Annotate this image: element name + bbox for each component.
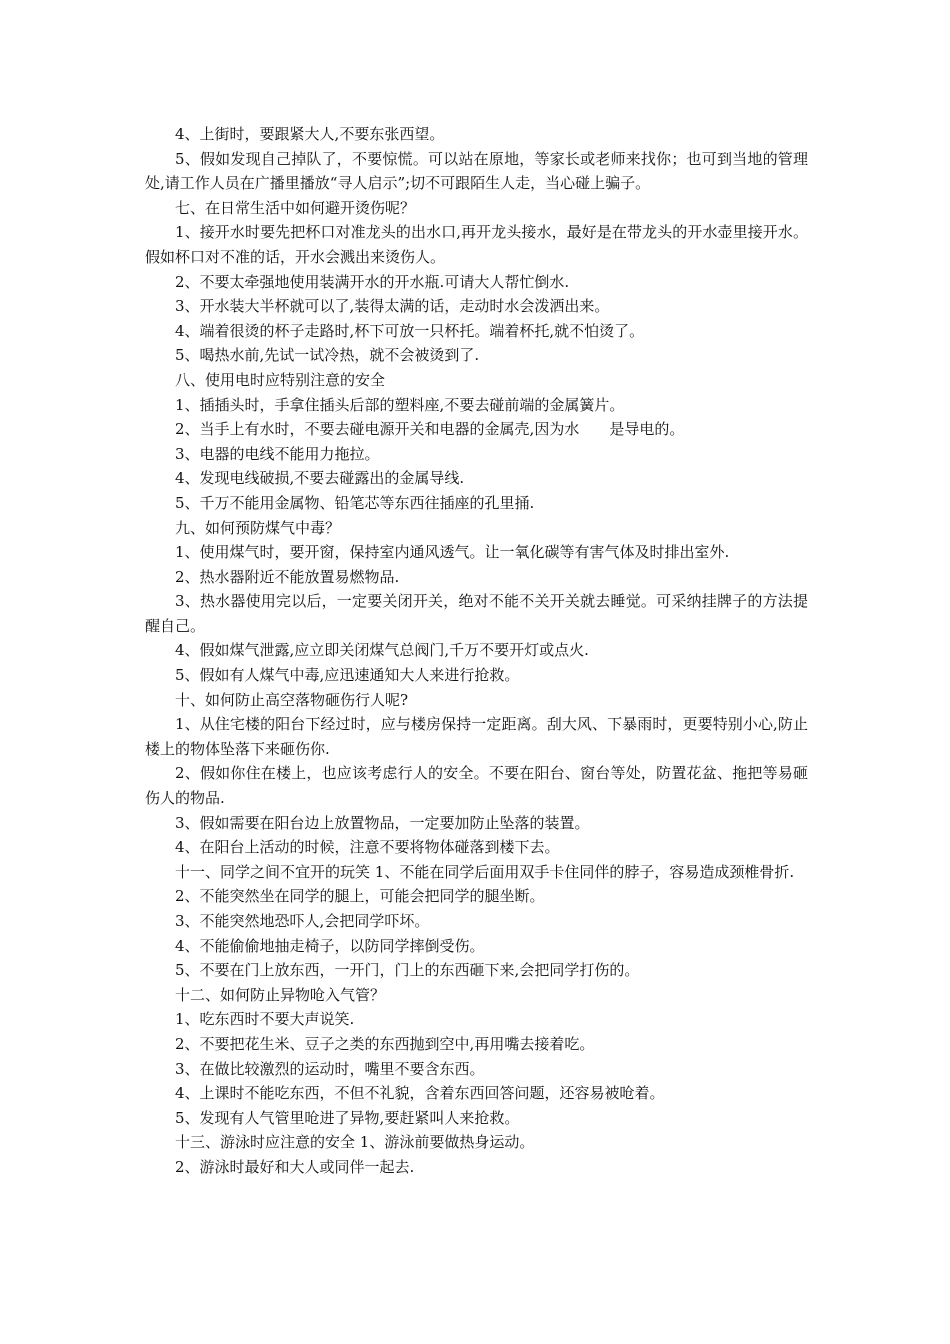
paragraph: 十一、同学之间不宜开的玩笑 1、不能在同学后面用双手卡住同伴的脖子，容易造成颈椎骨折. <box>175 862 795 881</box>
paragraph: 1、接开水时要先把杯口对准龙头的出水口,再开龙头接水，最好是在带龙头的开水壶里接开水。假如杯口对不准的话，开水会溅出来烫伤人。 <box>145 223 808 266</box>
paragraph: 5、不要在门上放东西，一开门，门上的东西砸下来,会把同学打伤的。 <box>175 961 640 980</box>
paragraph: 4、端着很烫的杯子走路时,杯下可放一只杯托。端着杯托,就不怕烫了。 <box>175 321 645 340</box>
paragraph: 1、从住宅楼的阳台下经过时，应与楼房保持一定距离。刮大风、下暴雨时，更要特别小心,防止楼上的物体坠落下来砸伤你. <box>145 715 808 758</box>
paragraph: 4、在阳台上活动的时候，注意不要将物体碰落到楼下去。 <box>175 838 560 857</box>
paragraph: 5、喝热水前,先试一试冷热，就不会被烫到了. <box>175 346 480 365</box>
paragraph: 3、开水装大半杯就可以了,装得太满的话，走动时水会泼洒出来。 <box>175 297 610 316</box>
paragraph: 1、使用煤气时，要开窗，保持室内通风透气。让一氧化碳等有害气体及时排出室外. <box>175 543 730 562</box>
paragraph: 十、如何防止高空落物砸伤行人呢? <box>175 690 409 709</box>
paragraph: 十三、游泳时应注意的安全 1、游泳前要做热身运动。 <box>175 1133 535 1152</box>
paragraph: 1、吃东西时不要大声说笑. <box>175 1010 355 1029</box>
paragraph: 1、插插头时，手拿住插头后部的塑料座,不要去碰前端的金属簧片。 <box>175 395 625 414</box>
paragraph: 5、假如有人煤气中毒,应迅速通知大人来进行抢救。 <box>175 666 520 685</box>
paragraph: 2、游泳时最好和大人或同伴一起去. <box>175 1157 415 1176</box>
paragraph: 3、假如需要在阳台边上放置物品，一定要加防止坠落的装置。 <box>175 813 590 832</box>
paragraph: 八、使用电时应特别注意的安全 <box>175 370 386 389</box>
paragraph: 3、电器的电线不能用力拖拉。 <box>175 444 380 463</box>
paragraph: 3、不能突然地恐吓人,会把同学吓坏。 <box>175 912 430 930</box>
paragraph: 七、在日常生活中如何避开烫伤呢？ <box>175 198 416 217</box>
paragraph: 2、不要把花生米、豆子之类的东西抛到空中,再用嘴去接着吃。 <box>175 1034 595 1053</box>
paragraph: 2、假如你住在楼上，也应该考虑行人的安全。不要在阳台、窗台等处，防置花盆、拖把等易砸伤人的物品. <box>145 764 808 808</box>
paragraph: 5、千万不能用金属物、铅笔芯等东西往插座的孔里捅. <box>175 493 535 512</box>
paragraph: 4、不能偷偷地抽走椅子，以防同学摔倒受伤。 <box>175 936 485 955</box>
paragraph: 十二、如何防止异物呛入气管？ <box>175 985 386 1004</box>
paragraph: 九、如何预防煤气中毒？ <box>175 518 341 537</box>
paragraph: 4、假如煤气泄露,应立即关闭煤气总阀门,千万不要开灯或点火. <box>175 641 589 660</box>
paragraph: 2、热水器附近不能放置易燃物品. <box>175 567 400 586</box>
paragraph: 4、上街时，要跟紧大人,不要东张西望。 <box>175 125 445 143</box>
paragraph: 2、当手上有水时，不要去碰电源开关和电器的金属壳,因为水 是导电的。 <box>175 420 685 439</box>
paragraph: 4、发现电线破损,不要去碰露出的金属导线. <box>175 469 465 488</box>
paragraph: 3、在做比较激烈的运动时，嘴里不要含东西。 <box>175 1059 485 1078</box>
paragraph: 2、不要太牵强地使用装满开水的开水瓶.可请大人帮忙倒水. <box>175 272 570 291</box>
paragraph: 2、不能突然坐在同学的腿上，可能会把同学的腿坐断。 <box>175 887 545 906</box>
document-body <box>145 122 808 1180</box>
paragraph: 5、发现有人气管里呛进了异物,要赶紧叫人来抢救。 <box>175 1108 520 1127</box>
paragraph: 3、热水器使用完以后，一定要关闭开关，绝对不能不关开关就去睡觉。可采纳挂牌子的方法提醒自己。 <box>145 592 808 635</box>
paragraph: 4、上课时不能吃东西，不但不礼貌，含着东西回答问题，还容易被呛着。 <box>175 1084 665 1103</box>
paragraph: 5、假如发现自己掉队了，不要惊慌。可以站在原地，等家长或老师来找你；也可到当地的管理处,请工作人员在广播里播放“寻人启示”;切不可跟陌生人走，当心碰上骗子。 <box>145 149 808 193</box>
